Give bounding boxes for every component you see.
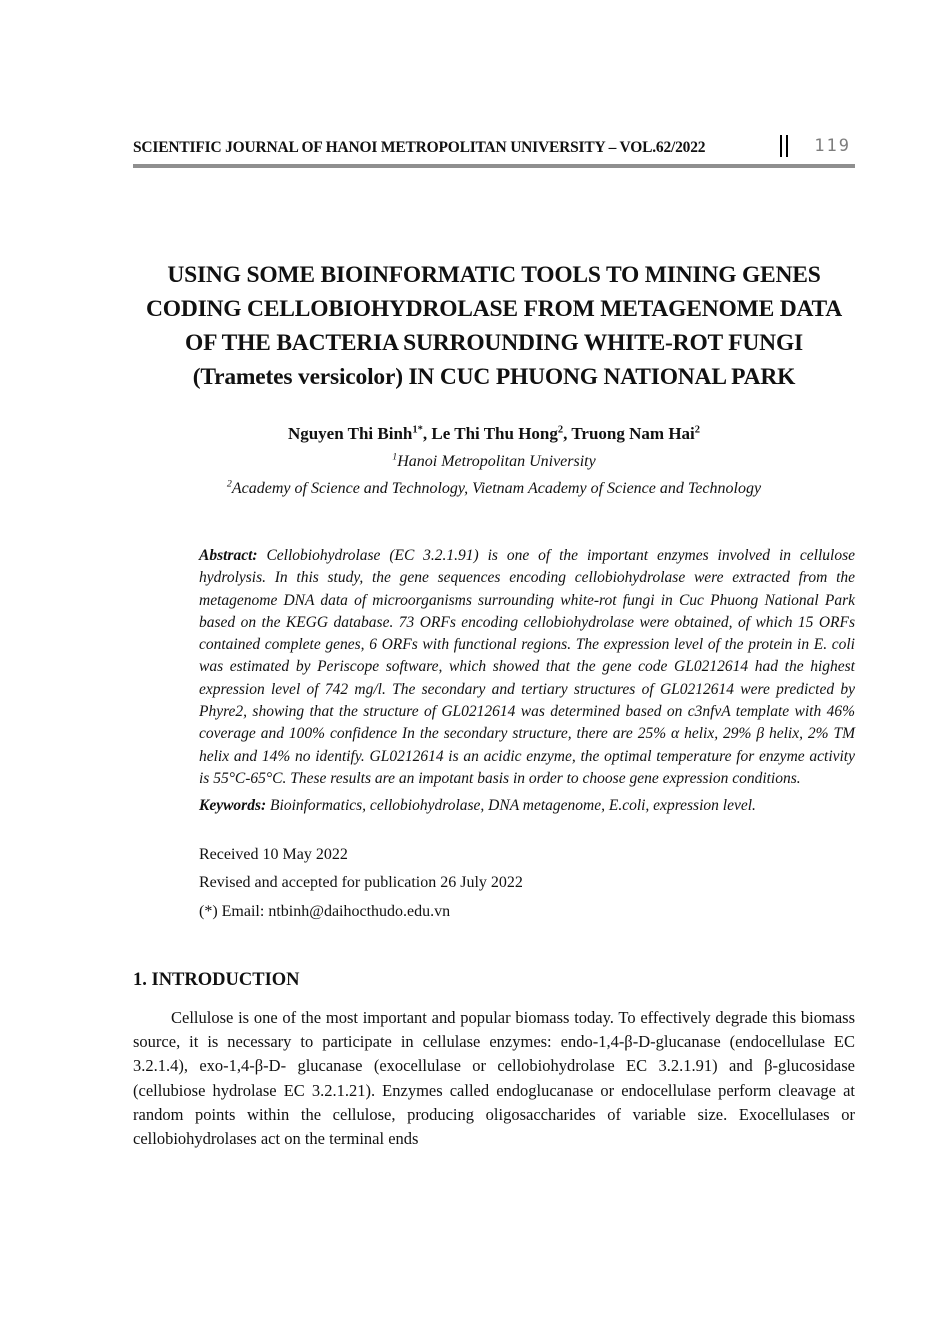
article-title-line: USING SOME BIOINFORMATIC TOOLS TO MINING GENES bbox=[167, 262, 821, 288]
double-bar-icon bbox=[780, 135, 788, 157]
keywords-text: Bioinformatics, cellobiohydrolase, DNA metagenome, E.coli, expression level. bbox=[270, 797, 756, 815]
author-affiliation-mark: 2 bbox=[557, 424, 564, 436]
header-right bbox=[780, 135, 855, 157]
page-header bbox=[133, 135, 855, 157]
author-affiliation-mark: 2 bbox=[694, 424, 701, 436]
affiliation-text: Academy of Science and Technology, Vietnam Academy of Science and Technology bbox=[231, 480, 762, 497]
authors-line bbox=[133, 424, 855, 444]
received-date: Received 10 May 2022 bbox=[199, 845, 348, 863]
affiliation bbox=[133, 480, 855, 498]
intro-paragraph: Cellulose is one of the most important and popular biomass today. To effectively degrade this biomass source, it is necessary to participate in cellulase enzymes: endo-1,4-β-D-glucanase (endocellulase EC 3.2.1.4), exo-1,4-β-D- glucanase (exocellulase or cellobiohydrolase EC 3.2.1.91) and β-glucosidase (cellubiose hydrolase EC 3.2.1.21). Enzymes called endoglucanase or endocellulase perform cleavage at random points within the cellulose, producing oligosaccharides of variable size. Exocellulases or cellobiohydrolases act on the terminal ends bbox=[133, 1008, 855, 1149]
article-title-line: CODING CELLOBIOHYDROLASE FROM METAGENOME DATA bbox=[145, 296, 843, 322]
affiliation-mark: 1 bbox=[392, 451, 398, 463]
corresponding-email-line bbox=[199, 898, 855, 927]
abstract-label: Abstract: bbox=[199, 547, 267, 564]
author-name: Nguyen Thi Binh bbox=[287, 424, 413, 443]
affiliation-text: Hanoi Metropolitan University bbox=[397, 453, 596, 470]
author-separator: , bbox=[422, 424, 432, 443]
abstract bbox=[199, 545, 855, 790]
author-affiliation-mark: 1* bbox=[412, 424, 423, 436]
email-label: (*) Email: bbox=[199, 902, 269, 920]
header-rule bbox=[133, 164, 855, 168]
article-title-line: OF THE BACTERIA SURROUNDING WHITE-ROT FUNGI bbox=[185, 330, 803, 356]
journal-title: SCIENTIFIC JOURNAL OF HANOI METROPOLITAN UNIVERSITY – VOL.62/2022 bbox=[133, 139, 706, 156]
author-name: Truong Nam Hai bbox=[571, 424, 695, 443]
article-title bbox=[133, 258, 855, 394]
affiliation bbox=[133, 453, 855, 471]
section-heading: 1. INTRODUCTION bbox=[133, 970, 300, 991]
abstract-block bbox=[133, 545, 855, 818]
author-name: Le Thi Thu Hong bbox=[431, 424, 558, 443]
author-separator: , bbox=[563, 424, 572, 443]
revised-date: Revised and accepted for publication 26 July 2022 bbox=[199, 874, 523, 892]
abstract-text: Cellobiohydrolase (EC 3.2.1.91) is one of the important enzymes involved in cellulose hydrolysis. In this study, the gene sequences encoding cellobiohydrolase were extracted from the metagenome DNA data of microorganisms surrounding white-rot fungi in Cuc Phuong National Park based on the KEGG database. 73 ORFs encoding cellobiohydrolase were obtained, of which 15 ORFs contained complete genes, 6 ORFs with functional regions. The expression level of the protein in E. coli was estimated by Periscope software, which showed that the gene code GL0212614 had the highest expression level of 742 mg/l. The secondary and tertiary structures of GL0212614 were predicted by Phyre2, showing that the structure of GL0212614 was determined based on c3nfvA template with 46% coverage and 100% confidence In the secondary structure, there are 25% α helix, 29% β helix, 2% TM helix and 14% no identify. GL0212614 is an acidic enzyme, the optimal temperature for enzyme activity is 55°C-65°C. These results are an impotant basis in order to choose gene expression conditions. bbox=[199, 547, 855, 787]
page-number: 119 bbox=[814, 136, 851, 156]
article-meta bbox=[133, 841, 855, 927]
keywords bbox=[199, 795, 855, 817]
keywords-label: Keywords: bbox=[199, 797, 271, 815]
affiliation-mark: 2 bbox=[226, 478, 232, 490]
email-address: ntbinh@daihocthudo.edu.vn bbox=[268, 902, 451, 920]
article-title-line: (Trametes versicolor) IN CUC PHUONG NATIONAL PARK bbox=[192, 364, 796, 390]
